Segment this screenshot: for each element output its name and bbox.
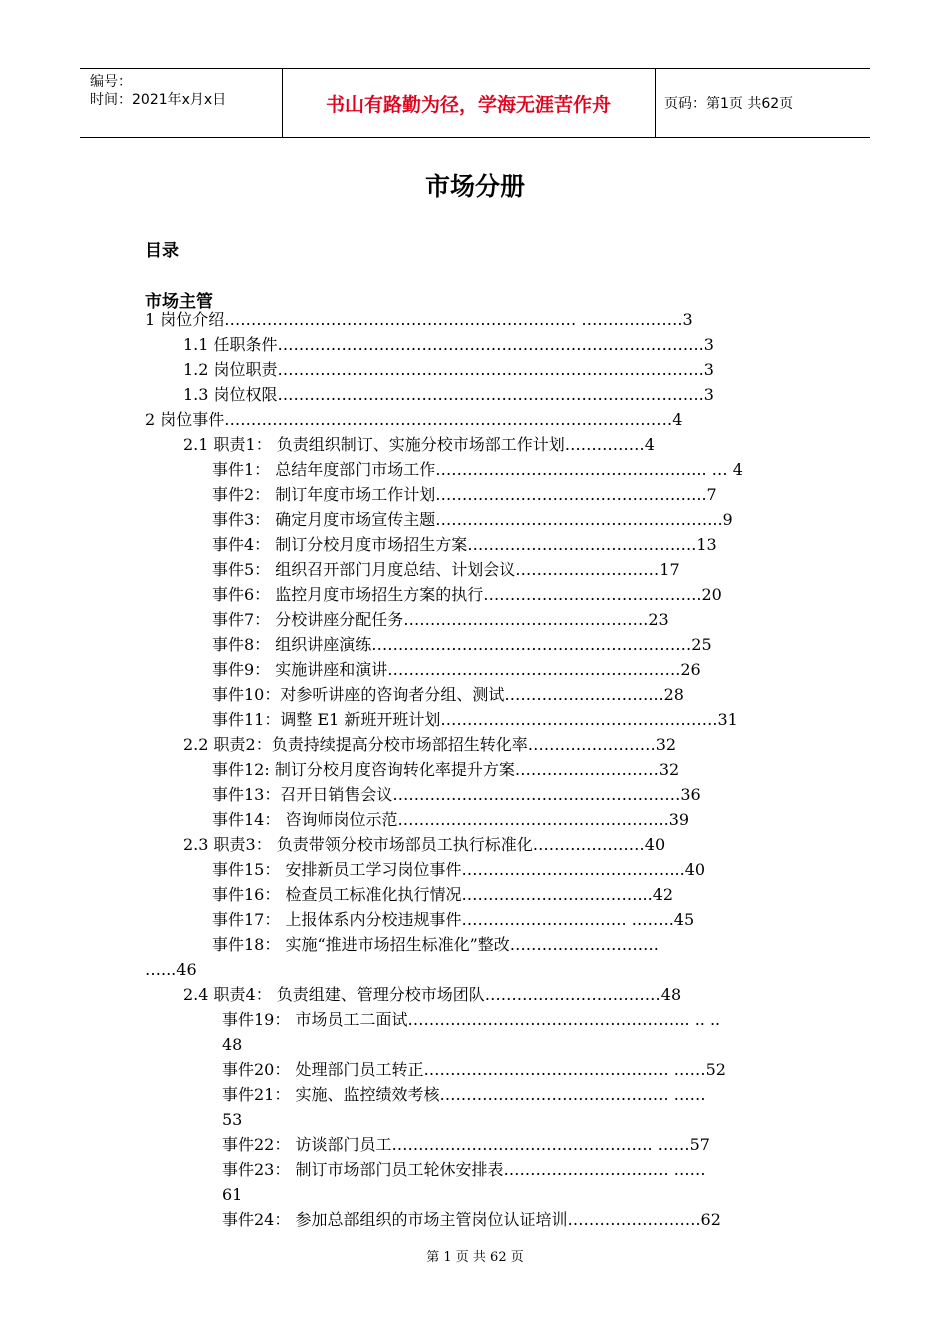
toc-entry-continuation[interactable]: 53 [222,1110,243,1129]
toc-entry[interactable]: 事件20： 处理部门员工转正………………………………………. ……52 [222,1060,726,1079]
toc-entry[interactable]: 2.4 职责4： 负责组建、管理分校市场团队……………………………48 [183,985,682,1004]
toc-entry[interactable]: 事件5： 组织召开部门月度总结、计划会议………………………17 [212,560,680,579]
toc-entry[interactable]: 事件14： 咨询师岗位示范…………………………………………...39 [212,810,690,829]
document-title: 市场分册 [424,172,525,201]
toc-entry[interactable]: 事件23： 制订市场部门员工轮休安排表…………………………. …… [222,1160,706,1179]
toc-entry[interactable]: 事件13：召开日销售会议………………………………………………36 [212,785,701,804]
date-label: 时间：2021年x月x日 [90,92,227,108]
section-heading: 市场主管 [145,292,213,312]
toc-entry[interactable]: 1.2 岗位职责……………………………………………………………………..3 [183,360,714,379]
toc-entry[interactable]: 事件22： 访谈部门员工…………………………………………. ……57 [222,1135,710,1154]
toc-entry[interactable]: 1.1 任职条件……………………………………………………………………..3 [183,335,714,354]
toc-entry[interactable]: 事件9： 实施讲座和演讲……………………………………………….26 [212,660,701,679]
toc-entry-continuation[interactable]: 48 [222,1035,243,1054]
toc-entry[interactable]: 事件19： 市场员工二面试…………………………………………….. .. .. [222,1010,721,1029]
toc-entry[interactable]: 事件1： 总结年度部门市场工作…………………………………………... … 4 [212,460,743,479]
toc-entry[interactable]: 1.3 岗位权限……………………………………………………………………..3 [183,385,714,404]
toc-entry[interactable]: 2.1 职责1： 负责组织制订、实施分校市场部工作计划……………4 [183,435,655,454]
toc-heading: 目录 [145,241,179,261]
toc-entry[interactable]: 事件17： 上报体系内分校违规事件…………………………. ……..45 [212,910,695,929]
toc-entry[interactable]: 事件15： 安排新员工学习岗位事件…………………………………...40 [212,860,706,879]
toc-entry-continuation[interactable]: 61 [222,1185,243,1204]
toc-entry[interactable]: 事件10：对参听讲座的咨询者分组、测试………………………...28 [212,685,684,704]
toc-entry[interactable]: 事件8： 组织讲座演练……………………………………………………25 [212,635,712,654]
toc-entry[interactable]: 2 岗位事件…………………………………………………………………………4 [145,410,683,429]
toc-entry[interactable]: 2.2 职责2：负责持续提高分校市场部招生转化率……………………32 [183,735,677,754]
page-header [80,68,870,138]
header-page-number: 页码：第1页 共62页 [664,96,794,112]
header-motto: 书山有路勤为径，学海无涯苦作舟 [325,93,611,116]
toc-entry[interactable]: 事件11：调整 E1 新班开班计划…………………………………………….31 [212,710,738,729]
toc-entry-continuation[interactable]: …...46 [145,960,197,979]
toc-entry[interactable]: 2.3 职责3： 负责带领分校市场部员工执行标准化…………………40 [183,835,666,854]
toc-entry[interactable]: 事件16： 检查员工标准化执行情况……………………………...42 [212,885,674,904]
toc-entry[interactable]: 事件18： 实施“推进市场招生标准化”整改………………………. [212,935,659,954]
toc-entry[interactable]: 事件4： 制订分校月度市场招生方案…………………………………….13 [212,535,717,554]
toc-entry[interactable]: 事件24： 参加总部组织的市场主管岗位认证培训…………………….62 [222,1210,721,1229]
code-label: 编号： [90,74,132,90]
toc-entry[interactable]: 事件21： 实施、监控绩效考核……………………………………. …… [222,1085,706,1104]
toc-entry[interactable]: 事件7： 分校讲座分配任务……………………………………….23 [212,610,669,629]
header-divider [655,69,656,137]
page-footer: 第 1 页 共 62 页 [426,1250,524,1265]
toc-entry[interactable]: 事件2： 制订年度市场工作计划…………………………………………...7 [212,485,717,504]
toc-entry[interactable]: 1 岗位介绍………………………………………………………… ……………….3 [145,310,693,329]
header-meta [90,73,226,109]
toc-entry[interactable]: 事件12: 制订分校月度咨询转化率提升方案………………………32 [212,760,680,779]
toc-entry[interactable]: 事件3： 确定月度市场宣传主题……………………………………………...9 [212,510,733,529]
toc-entry[interactable]: 事件6： 监控月度市场招生方案的执行…………………………………..20 [212,585,722,604]
